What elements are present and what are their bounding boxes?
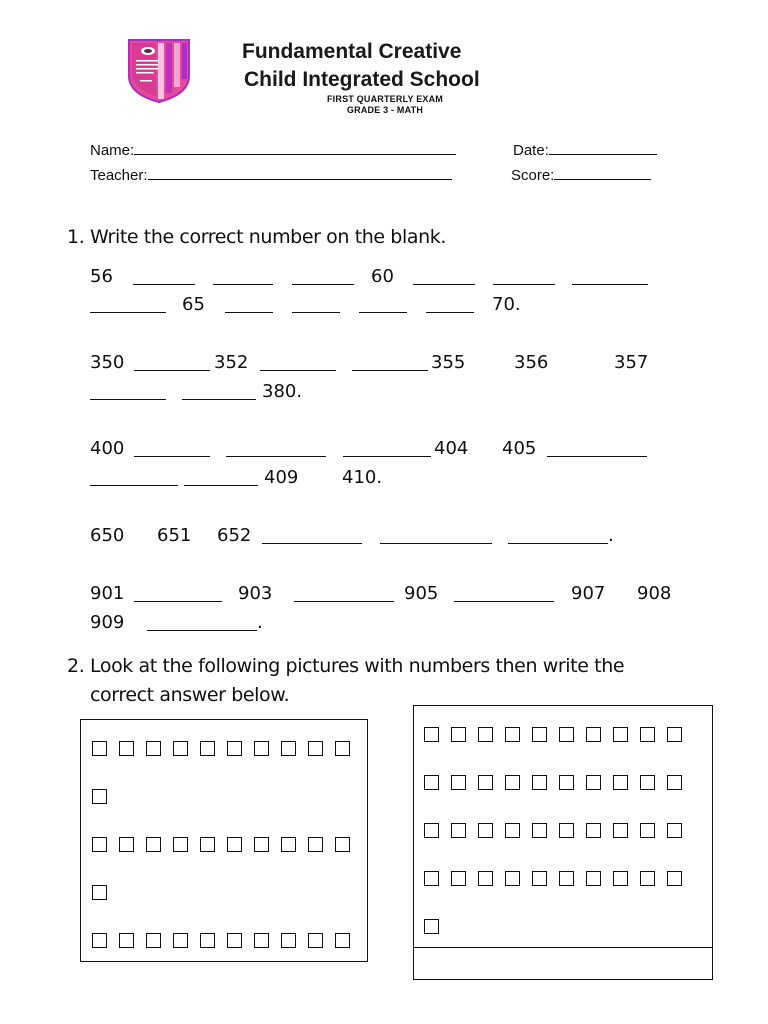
teacher-blank[interactable] (148, 165, 452, 180)
sequence-period: . (608, 525, 614, 546)
answer-blank[interactable] (184, 485, 258, 486)
counting-square (505, 775, 520, 790)
sequence-number: 652 (217, 525, 252, 546)
answer-line-divider (414, 947, 712, 948)
sequence-number: 356 (514, 352, 549, 373)
counting-square (505, 871, 520, 886)
counting-square (478, 871, 493, 886)
counting-square (532, 727, 547, 742)
sequence-number: 909 (90, 612, 125, 633)
sequence-number: 400 (90, 438, 125, 459)
counting-square (559, 823, 574, 838)
school-name (242, 38, 532, 94)
counting-square (640, 823, 655, 838)
answer-blank[interactable] (292, 284, 354, 285)
counting-square (335, 837, 350, 852)
counting-square (254, 933, 269, 948)
answer-blank[interactable] (262, 543, 362, 544)
counting-square (613, 775, 628, 790)
teacher-field[interactable] (90, 165, 452, 184)
score-field[interactable] (511, 165, 651, 184)
answer-blank[interactable] (90, 485, 178, 486)
answer-blank[interactable] (359, 312, 407, 313)
counting-square (586, 823, 601, 838)
sequence-number: 651 (157, 525, 192, 546)
sequence-period: . (257, 612, 263, 633)
sequence-row-1 (90, 262, 690, 291)
sequence-row-8 (90, 579, 690, 608)
answer-blank[interactable] (133, 284, 195, 285)
sequence-row-6 (90, 463, 690, 492)
answer-blank[interactable] (493, 284, 555, 285)
counting-square (119, 933, 134, 948)
answer-blank[interactable] (343, 456, 431, 457)
counting-square (173, 837, 188, 852)
counting-square (505, 823, 520, 838)
counting-square (451, 727, 466, 742)
answer-blank[interactable] (426, 312, 474, 313)
sequence-number: 410. (342, 467, 383, 488)
sequence-row-7 (90, 521, 690, 550)
counting-square (146, 837, 161, 852)
counting-square (559, 727, 574, 742)
counting-square (119, 741, 134, 756)
answer-blank[interactable] (90, 312, 166, 313)
question-2-instruction-line2: correct answer below. (90, 684, 290, 706)
sequence-row-3 (90, 348, 690, 377)
sequence-number: 903 (238, 583, 273, 604)
answer-blank[interactable] (147, 630, 257, 631)
counting-square (586, 871, 601, 886)
question-1 (67, 223, 667, 252)
counting-square (424, 727, 439, 742)
counting-square (478, 823, 493, 838)
counting-square (92, 885, 107, 900)
sequence-number: 350 (90, 352, 125, 373)
picture-box-left (80, 719, 368, 962)
sequence-row-9 (90, 608, 690, 637)
answer-blank[interactable] (292, 312, 340, 313)
counting-square (173, 741, 188, 756)
date-label: Date: (513, 142, 549, 159)
counting-square (308, 837, 323, 852)
question-2-instruction-line1: Look at the following pictures with numbers then write the (90, 655, 625, 677)
counting-square (281, 933, 296, 948)
sequence-row-4 (90, 377, 690, 406)
answer-blank[interactable] (260, 370, 336, 371)
counting-square (92, 789, 107, 804)
counting-square (667, 823, 682, 838)
exam-heading (300, 94, 470, 116)
counting-square (119, 837, 134, 852)
date-blank[interactable] (549, 140, 657, 155)
score-blank[interactable] (554, 165, 651, 180)
counting-square (640, 727, 655, 742)
counting-square (227, 933, 242, 948)
sequence-row-2 (90, 290, 690, 319)
counting-square (640, 775, 655, 790)
answer-blank[interactable] (134, 601, 222, 602)
counting-square (92, 837, 107, 852)
counting-square (667, 727, 682, 742)
exam-title: FIRST QUARTERLY EXAM (326, 94, 443, 104)
counting-square (200, 933, 215, 948)
answer-blank[interactable] (380, 543, 492, 544)
counting-square (92, 933, 107, 948)
counting-square (200, 837, 215, 852)
counting-square (281, 741, 296, 756)
counting-square (559, 871, 574, 886)
counting-square (424, 919, 439, 934)
answer-blank[interactable] (134, 370, 210, 371)
counting-square (667, 871, 682, 886)
question-1-instruction: Write the correct number on the blank. (90, 226, 446, 248)
counting-square (586, 775, 601, 790)
answer-blank[interactable] (508, 543, 608, 544)
sequence-number: 907 (571, 583, 606, 604)
answer-blank[interactable] (213, 284, 273, 285)
counting-square (451, 775, 466, 790)
counting-square (227, 837, 242, 852)
counting-square (254, 741, 269, 756)
answer-blank[interactable] (134, 456, 210, 457)
answer-blank[interactable] (352, 370, 428, 371)
answer-blank[interactable] (226, 456, 326, 457)
counting-square (92, 741, 107, 756)
sequence-number: 404 (434, 438, 469, 459)
counting-square (146, 741, 161, 756)
answer-blank[interactable] (547, 456, 647, 457)
score-label: Score: (511, 167, 555, 184)
picture-box-right (413, 705, 713, 980)
sequence-row-5 (90, 434, 690, 463)
answer-blank[interactable] (454, 601, 554, 602)
answer-blank[interactable] (413, 284, 475, 285)
sequence-number: 355 (431, 352, 466, 373)
counting-square (559, 775, 574, 790)
date-field[interactable] (513, 140, 657, 159)
counting-square (200, 741, 215, 756)
sequence-number: 409 (264, 467, 299, 488)
counting-square (613, 727, 628, 742)
sequence-number: 352 (214, 352, 249, 373)
answer-blank[interactable] (225, 312, 273, 313)
sequence-number: 380. (262, 381, 303, 402)
sequence-number: 65 (182, 294, 205, 315)
counting-square (640, 871, 655, 886)
counting-square (613, 823, 628, 838)
counting-square (667, 775, 682, 790)
counting-square (308, 933, 323, 948)
sequence-number: 56 (90, 266, 113, 287)
counting-square (335, 741, 350, 756)
counting-square (613, 871, 628, 886)
counting-square (478, 727, 493, 742)
counting-square (532, 823, 547, 838)
sequence-number: 650 (90, 525, 125, 546)
counting-square (308, 741, 323, 756)
counting-square (424, 823, 439, 838)
school-name-line1: Fundamental Creative (242, 40, 462, 63)
counting-square (424, 871, 439, 886)
answer-blank[interactable] (182, 399, 256, 400)
sequence-number: 60 (371, 266, 394, 287)
counting-square (532, 871, 547, 886)
answer-blank[interactable] (90, 399, 166, 400)
sequence-number: 901 (90, 583, 125, 604)
counting-square (532, 775, 547, 790)
sequence-number: 357 (614, 352, 649, 373)
exam-subtitle: GRADE 3 - MATH (346, 105, 424, 115)
answer-blank[interactable] (572, 284, 648, 285)
counting-square (586, 727, 601, 742)
question-1-number: 1. (67, 226, 85, 248)
counting-square (335, 933, 350, 948)
counting-square (254, 837, 269, 852)
teacher-label: Teacher: (90, 167, 148, 184)
counting-square (505, 727, 520, 742)
counting-square (173, 933, 188, 948)
sequence-number: 908 (637, 583, 672, 604)
counting-square (146, 933, 161, 948)
name-label: Name: (90, 142, 135, 159)
question-2 (67, 652, 707, 710)
answer-blank[interactable] (294, 601, 394, 602)
sequence-number: 405 (502, 438, 537, 459)
question-2-number: 2. (67, 655, 85, 677)
sequence-number: 70. (492, 294, 521, 315)
counting-square (227, 741, 242, 756)
school-logo-shield-icon (126, 36, 192, 104)
counting-square (478, 775, 493, 790)
name-blank[interactable] (134, 140, 456, 155)
sequence-number: 905 (404, 583, 439, 604)
name-field[interactable] (90, 140, 456, 159)
counting-square (451, 871, 466, 886)
counting-square (281, 837, 296, 852)
school-name-line2: Child Integrated School (244, 68, 480, 91)
counting-square (451, 823, 466, 838)
counting-square (424, 775, 439, 790)
